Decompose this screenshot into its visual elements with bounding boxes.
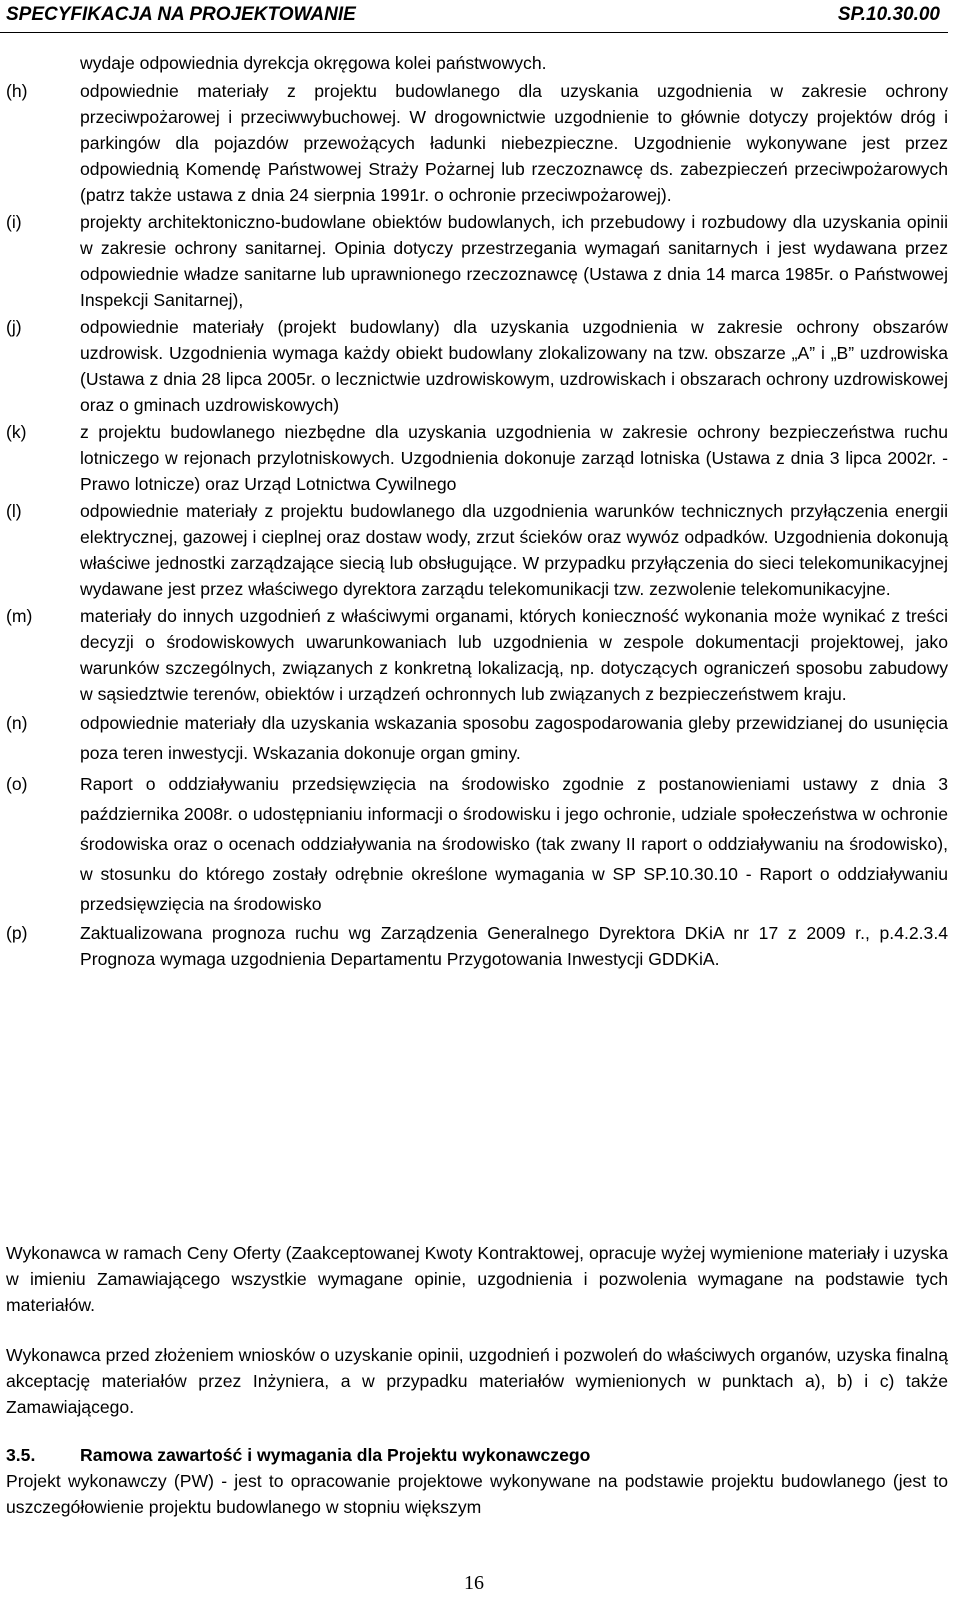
list-item (6, 708, 948, 768)
list-item (6, 209, 948, 313)
header-divider (0, 32, 948, 33)
list-item (6, 50, 948, 76)
section-body: Projekt wykonawczy (PW) - jest to opracowanie projektowe wykonywane na podstawie projektu budowlanego (jest to uszczegółowienie projektu budowlanego w stopniu większym (6, 1471, 948, 1517)
item-text: odpowiednie materiały (projekt budowlany) dla uzyskania uzgodnienia w zakresie ochrony obszarów uzdrowisk. Uzgodnienia wymaga każdy obiekt budowlany zlokalizowany na tzw. obszarze „A” i „B” uzdrowiska (Ustawa z dnia 28 lipca 2005r. o lecznictwie uzdrowiskowym, uzdrowiskach i obszarach ochrony uzdrowiskowej oraz o gminach uzdrowiskowych) (80, 317, 948, 415)
item-label: (l) (6, 501, 22, 521)
item-label: (m) (6, 606, 33, 626)
list-item (6, 769, 948, 919)
item-text: wydaje odpowiednia dyrekcja okręgowa kolei państwowych. (80, 53, 547, 73)
item-label: (j) (6, 317, 22, 337)
page-header (0, 0, 960, 30)
document-title: SPECYFIKACJA NA PROJEKTOWANIE (6, 4, 356, 25)
item-label: (i) (6, 212, 22, 232)
paragraph-engineer-approval: Wykonawca przed złożeniem wniosków o uzyskanie opinii, uzgodnień i pozwoleń do właściwych organów, uzyska finalną akceptację materiałów przez Inżyniera, a w przypadku materiałów wymienionych w punktach a), b) i c) także Zamawiającego. (6, 1345, 948, 1417)
list-item (6, 314, 948, 418)
item-label: (p) (6, 923, 28, 943)
list-item (6, 419, 948, 497)
item-label: (n) (6, 713, 28, 733)
item-text: materiały do innych uzgodnień z właściwymi organami, których konieczność wykonania może wynikać z treści decyzji o środowiskowych uwarunkowaniach lub uzgodnienia w zespole dokumentacji projektowej, jako warunków szczególnych, związanych z konkretną lokalizacją, np. dotyczących ograniczeń sposobu zabudowy w sąsiedztwie terenów, obiektów i urządzeń ochronnych lub związanych z bezpieczeństwem kraju. (80, 606, 948, 704)
list-item (6, 78, 948, 208)
item-label: (k) (6, 422, 27, 442)
paragraph-contractor-obligations: Wykonawca w ramach Ceny Oferty (Zaakceptowanej Kwoty Kontraktowej, opracuje wyżej wymienione materiały i uzyska w imieniu Zamawiającego wszystkie wymagane opinie, uzgodnienia i pozwolenia wymagane na podstawie tych materiałów. (6, 1243, 948, 1315)
page-number: 16 (464, 1572, 484, 1594)
item-text: odpowiednie materiały dla uzyskania wskazania sposobu zagospodarowania gleby przewidzianej do usunięcia poza teren inwestycji. Wskazania dokonuje organ gminy. (80, 713, 948, 763)
item-text: odpowiednie materiały z projektu budowlanego dla uzgodnienia warunków technicznych przyłączenia energii elektrycznej, gazowej i cieplnej oraz dostaw wody, zrzut ścieków oraz wywóz odpadków. Uzgodnienia dokonują właściwe jednostki zarządzające siecią lub obsługujące. W przypadku przyłączenia do sieci telekomunikacyjnej wydawane jest przez właściwego dyrektora zarządu telekomunikacji tzw. zezwolenie telekomunikacyjne. (80, 501, 948, 599)
requirements-list (6, 50, 948, 972)
section-title: Ramowa zawartość i wymagania dla Projektu wykonawczego (80, 1445, 591, 1465)
item-text: Raport o oddziaływaniu przedsięwzięcia na środowisko zgodnie z postanowieniami ustawy z dnia 3 października 2008r. o udostępnianiu informacji o środowisku i jego ochronie, udziale społeczeństwa w ochronie środowiska oraz o ocenach oddziaływania na środowisko (tak zwany II raport o oddziaływaniu na środowisko), w stosunku do którego zostały odrębnie określone wymagania w SP SP.10.30.10 - Raport o oddziaływaniu przedsięwzięcia na środowisko (80, 774, 948, 914)
section-heading (6, 1442, 590, 1468)
document-code: SP.10.30.00 (837, 4, 940, 25)
section-number: 3.5. (6, 1445, 36, 1465)
item-label (6, 50, 80, 76)
list-item (6, 920, 948, 972)
list-item (6, 498, 948, 602)
item-text: projekty architektoniczno-budowlane obiektów budowlanych, ich przebudowy i rozbudowy dla uzyskania opinii w zakresie ochrony sanitarnej. Opinia dotyczy przestrzegania wymagań sanitarnych i jest wydawana przez odpowiednie władze sanitarne lub uprawnionego rzeczoznawcę (Ustawa z dnia 14 marca 1985r. o Państwowej Inspekcji Sanitarnej), (80, 212, 948, 310)
item-text: z projektu budowlanego niezbędne dla uzyskania uzgodnienia w zakresie ochrony bezpieczeństwa ruchu lotniczego w rejonach przylotniskowych. Uzgodnienia dokonuje zarząd lotniska (Ustawa z dnia 3 lipca 2002r. - Prawo lotnicze) oraz Urząd Lotnictwa Cywilnego (80, 422, 948, 494)
item-text: Zaktualizowana prognoza ruchu wg Zarządzenia Generalnego Dyrektora DKiA nr 17 z 2009 r., p.4.2.3.4 Prognoza wymaga uzgodnienia Departamentu Przygotowania Inwestycji GDDKiA. (80, 923, 948, 969)
item-label: (h) (6, 81, 28, 101)
item-label: (o) (6, 774, 28, 794)
list-item (6, 603, 948, 707)
item-text: odpowiednie materiały z projektu budowlanego dla uzyskania uzgodnienia w zakresie ochrony przeciwpożarowej i przeciwwybuchowej. W drogownictwie uzgodnienie to głównie dotyczy projektów dróg i parkingów dla pojazdów przewożących ładunki niebezpieczne. Uzgodnienie wykonywane jest przez odpowiednią Komendę Państwowej Straży Pożarnej lub rzeczoznawcę ds. zabezpieczeń przeciwpożarowych (patrz także ustawa z dnia 24 sierpnia 1991r. o ochronie przeciwpożarowej). (80, 81, 948, 205)
